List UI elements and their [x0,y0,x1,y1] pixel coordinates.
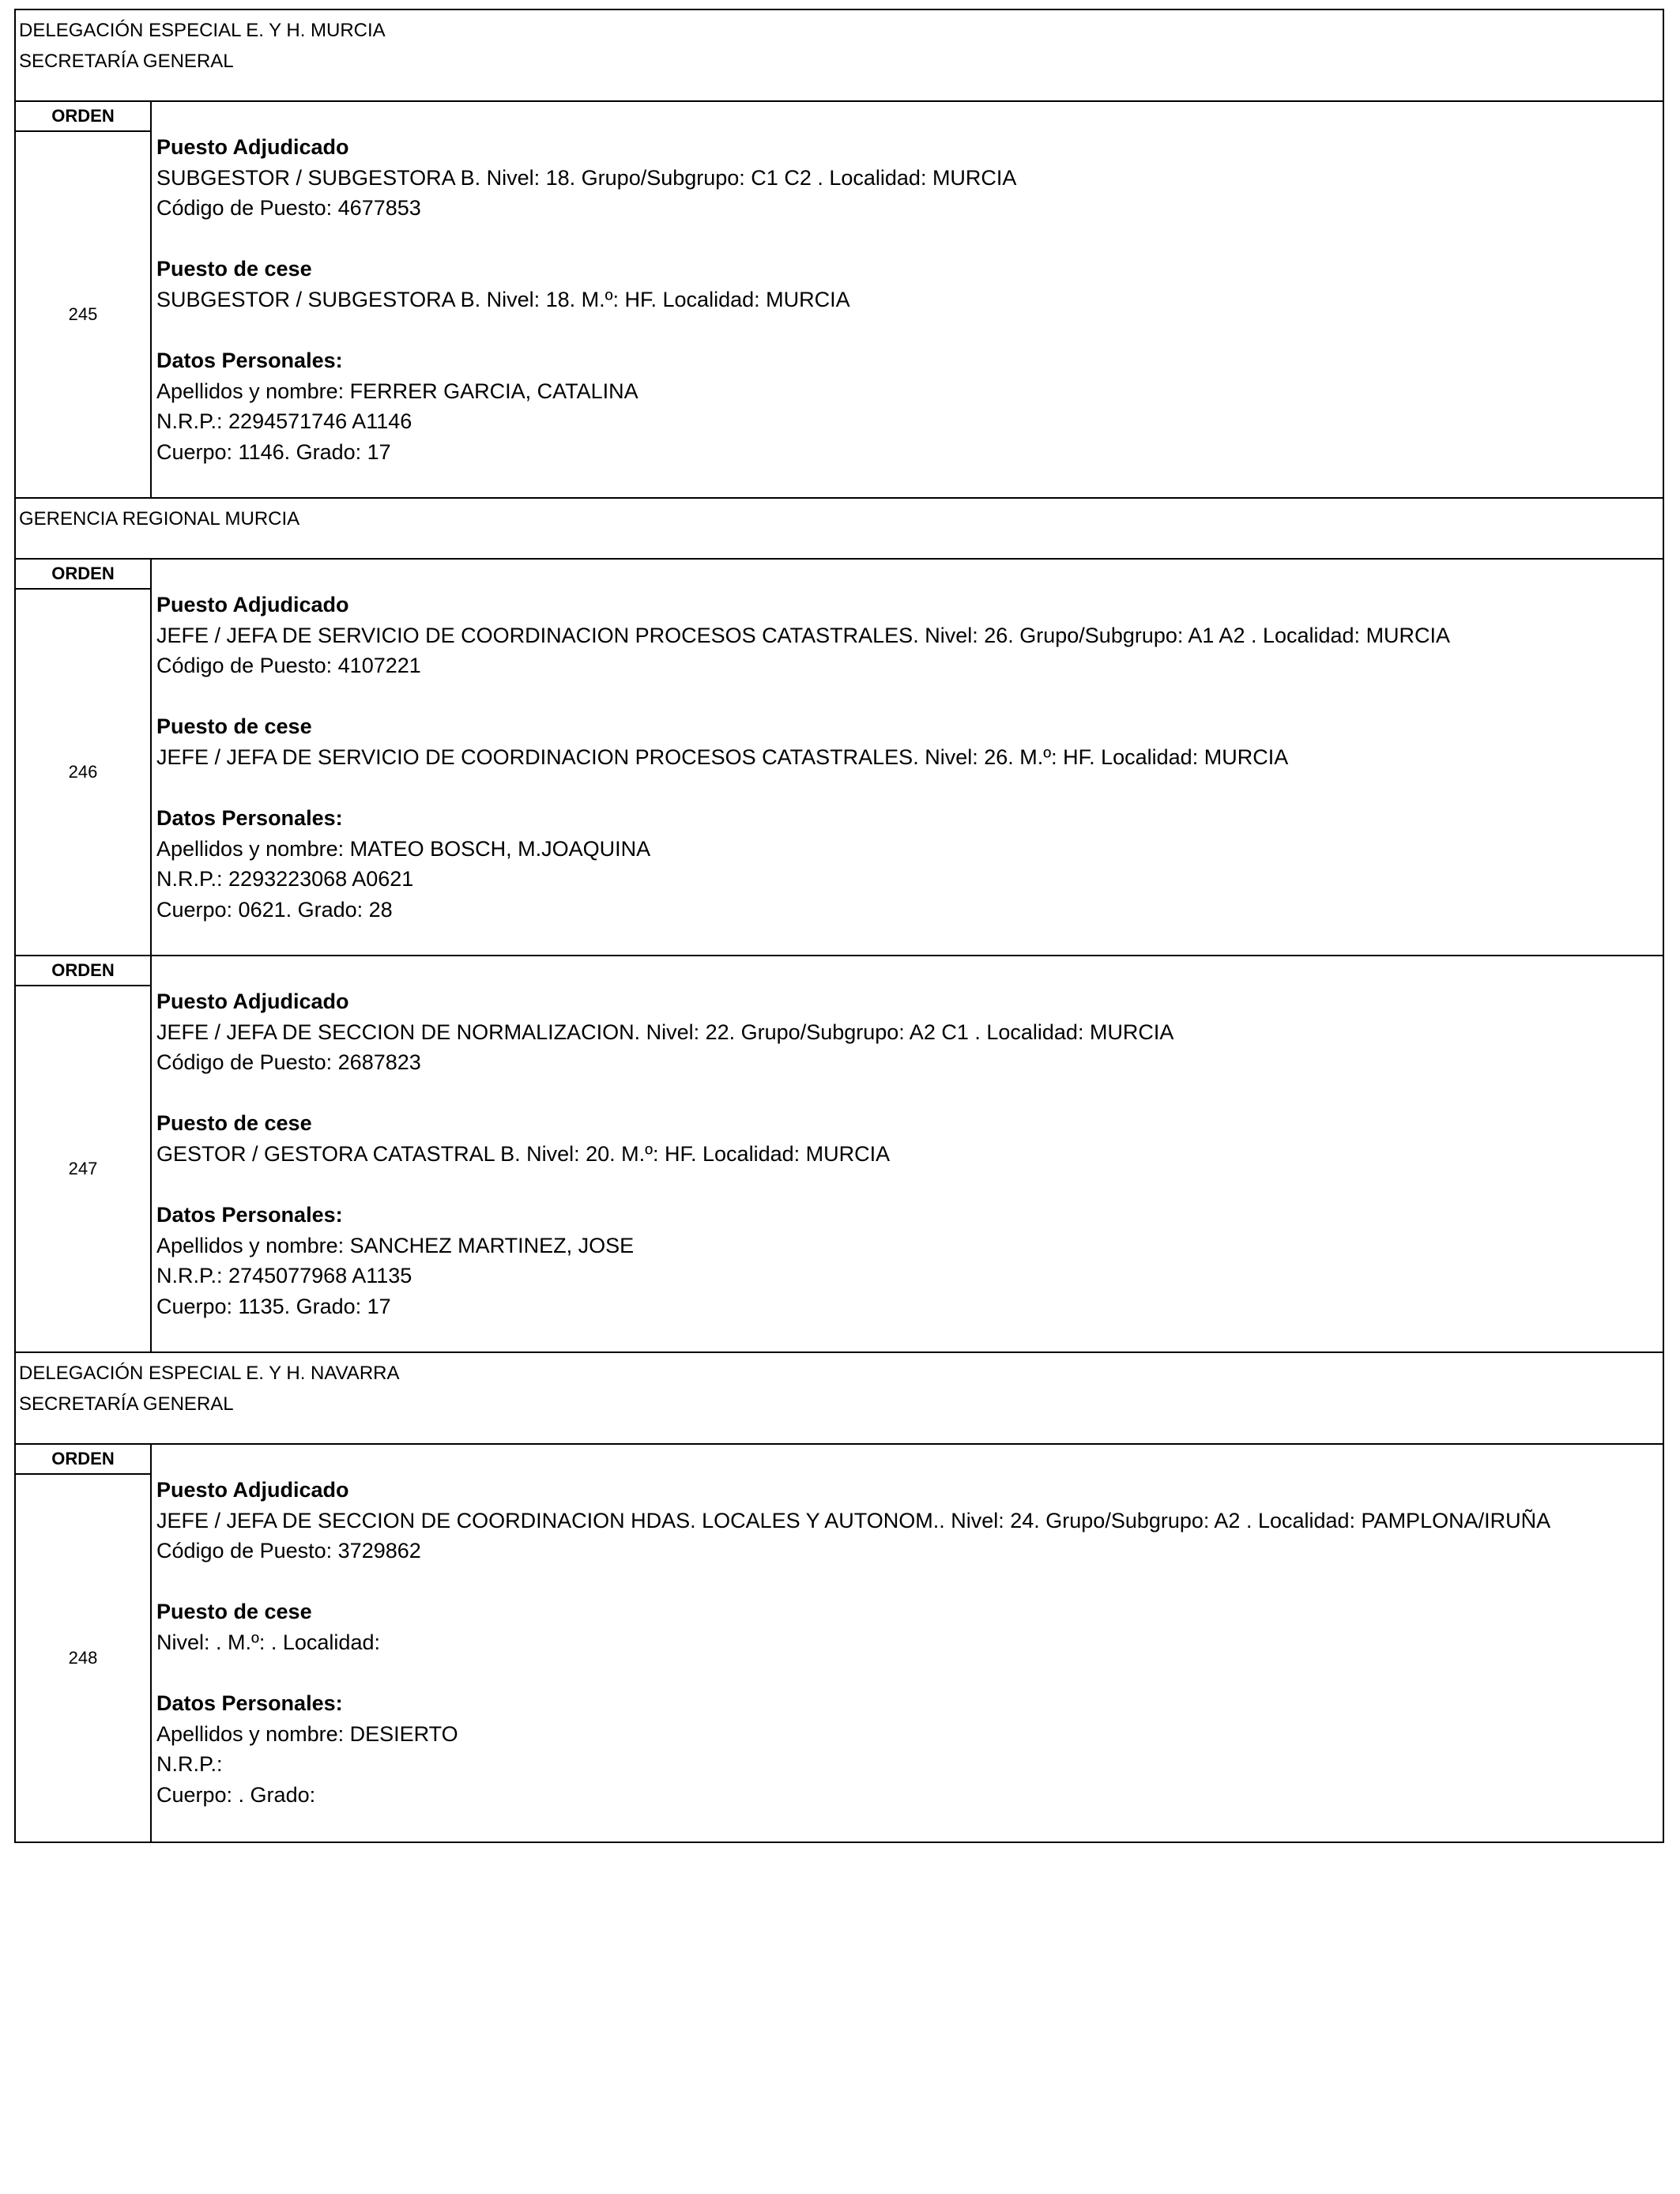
orden-label: ORDEN [16,560,150,590]
orden-number: 247 [68,1159,98,1178]
datos-personales-title: Datos Personales: [156,1691,343,1716]
cuerpo-grado: Cuerpo: . Grado: [156,1782,316,1807]
datos-personales-title: Datos Personales: [156,1203,343,1227]
codigo-puesto: Código de Puesto: 3729862 [156,1539,421,1563]
datos-personales-title: Datos Personales: [156,806,343,831]
puesto-cese-title: Puesto de cese [156,1111,312,1136]
puesto-adjudicado-desc: JEFE / JEFA DE SECCION DE COORDINACION HDAS. LOCALES Y AUTONOM.. Nivel: 24. Grupo/Subgrupo: A2 . Localidad: PAMPLONA/IRUÑA [156,1508,1551,1532]
entry-content [152,956,1663,1351]
section-header [16,499,1663,560]
apellidos-nombre: Apellidos y nombre: SANCHEZ MARTINEZ, JOSE [156,1233,635,1257]
spacer [156,773,1658,804]
entry-content [152,102,1663,497]
entry-row [16,102,1663,499]
puesto-adjudicado-desc: JEFE / JEFA DE SERVICIO DE COORDINACION PROCESOS CATASTRALES. Nivel: 26. Grupo/Subgrupo: A1 A2 . Localidad: MURCIA [156,623,1451,647]
puesto-adjudicado-desc: SUBGESTOR / SUBGESTORA B. Nivel: 18. Grupo/Subgrupo: C1 C2 . Localidad: MURCIA [156,165,1017,190]
entry-row [16,560,1663,956]
orden-label: ORDEN [16,1445,150,1475]
puesto-adjudicado-title: Puesto Adjudicado [156,990,349,1013]
puesto-adjudicado-desc: JEFE / JEFA DE SECCION DE NORMALIZACION. Nivel: 22. Grupo/Subgrupo: A2 C1 . Localidad: MURCIA [156,1020,1174,1044]
spacer [156,1078,1658,1109]
apellidos-nombre: Apellidos y nombre: MATEO BOSCH, M.JOAQUINA [156,836,651,861]
spacer [156,1658,1658,1689]
codigo-puesto: Código de Puesto: 2687823 [156,1050,421,1075]
apellidos-nombre: Apellidos y nombre: DESIERTO [156,1721,458,1746]
puesto-cese-desc: Nivel: . M.º: . Localidad: [156,1630,380,1654]
cuerpo-grado: Cuerpo: 0621. Grado: 28 [156,897,393,922]
spacer [156,315,1658,346]
orden-column [16,102,152,497]
puesto-cese-desc: SUBGESTOR / SUBGESTORA B. Nivel: 18. M.º: HF. Localidad: MURCIA [156,287,850,311]
orden-column [16,956,152,1351]
orden-column [16,560,152,955]
orden-label: ORDEN [16,102,150,132]
entry-content [152,560,1663,955]
puesto-cese-title: Puesto de cese [156,714,312,739]
orden-column [16,1445,152,1842]
codigo-puesto: Código de Puesto: 4677853 [156,196,421,221]
cuerpo-grado: Cuerpo: 1146. Grado: 17 [156,439,391,464]
codigo-puesto: Código de Puesto: 4107221 [156,654,421,678]
nrp: N.R.P.: 2294571746 A1146 [156,409,412,434]
spacer [156,1566,1658,1597]
puesto-cese-title: Puesto de cese [156,257,312,281]
cuerpo-grado: Cuerpo: 1135. Grado: 17 [156,1294,391,1318]
entry-content [152,1445,1663,1842]
spacer [156,1170,1658,1201]
orden-label: ORDEN [16,956,150,986]
section-header [16,1353,1663,1445]
section-subtitle: SECRETARÍA GENERAL [19,1393,234,1415]
nrp: N.R.P.: [156,1752,223,1777]
section-title: DELEGACIÓN ESPECIAL E. Y H. NAVARRA [19,1363,400,1384]
apellidos-nombre: Apellidos y nombre: FERRER GARCIA, CATALINA [156,379,638,403]
nrp: N.R.P.: 2293223068 A0621 [156,867,414,892]
orden-number: 246 [68,762,98,782]
orden-number: 245 [68,304,98,324]
puesto-cese-desc: GESTOR / GESTORA CATASTRAL B. Nivel: 20. M.º: HF. Localidad: MURCIA [156,1141,891,1166]
section-subtitle: SECRETARÍA GENERAL [19,51,234,72]
puesto-cese-desc: JEFE / JEFA DE SERVICIO DE COORDINACION PROCESOS CATASTRALES. Nivel: 26. M.º: HF. Localidad: MURCIA [156,745,1289,769]
entry-row [16,1445,1663,1842]
section-title: DELEGACIÓN ESPECIAL E. Y H. MURCIA [19,20,386,41]
section-header [16,10,1663,102]
orden-number: 248 [68,1648,98,1668]
puesto-adjudicado-title: Puesto Adjudicado [156,1478,349,1502]
section-title: GERENCIA REGIONAL MURCIA [19,508,300,530]
puesto-cese-title: Puesto de cese [156,1600,312,1624]
puesto-adjudicado-title: Puesto Adjudicado [156,135,349,159]
nrp: N.R.P.: 2745077968 A1135 [156,1264,412,1288]
datos-personales-title: Datos Personales: [156,349,343,373]
spacer [156,224,1658,254]
document-table [14,9,1664,1843]
puesto-adjudicado-title: Puesto Adjudicado [156,593,349,616]
spacer [156,681,1658,712]
entry-row [16,956,1663,1353]
